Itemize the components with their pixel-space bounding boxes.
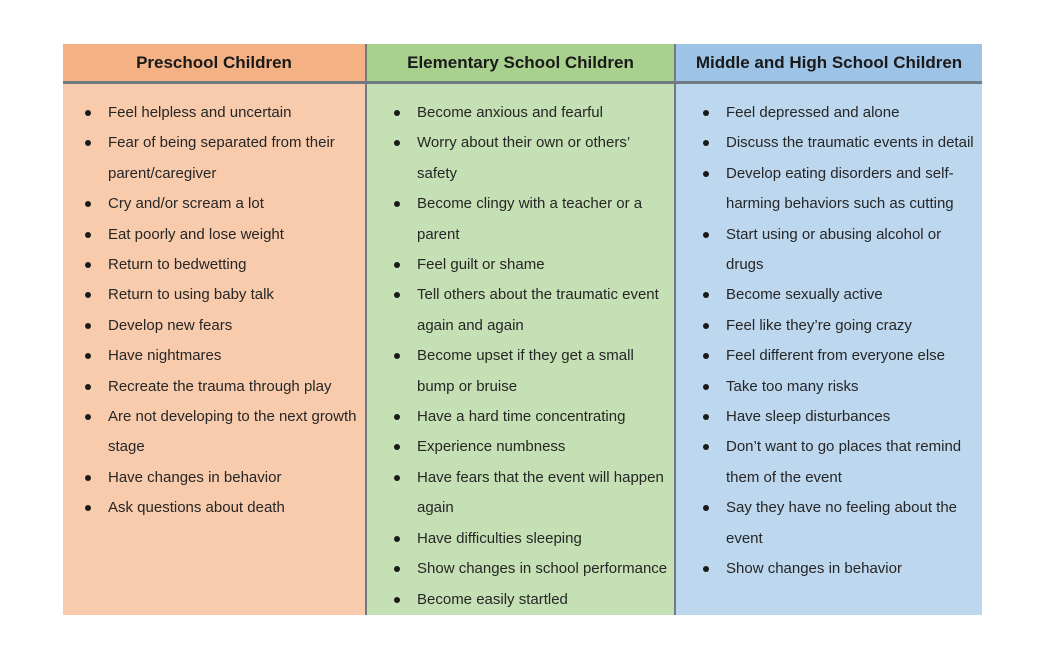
list-item: Discuss the traumatic events in detail bbox=[676, 128, 978, 158]
list-item: Become clingy with a teacher or a parent bbox=[367, 189, 670, 250]
list-item: Become anxious and fearful bbox=[367, 98, 670, 128]
list-item: Have difficulties sleeping bbox=[367, 524, 670, 554]
list-item: Return to using baby talk bbox=[63, 280, 361, 310]
list-item: Become sexually active bbox=[676, 280, 978, 310]
list-item: Show changes in behavior bbox=[676, 554, 978, 584]
list-item: Ask questions about death bbox=[63, 493, 361, 523]
list-item: Feel helpless and uncertain bbox=[63, 98, 361, 128]
list-item: Feel guilt or shame bbox=[367, 250, 670, 280]
list-item: Become easily startled bbox=[367, 585, 670, 615]
list-item: Develop eating disorders and self-harming behaviors such as cutting bbox=[676, 159, 978, 220]
list-item: Feel different from everyone else bbox=[676, 341, 978, 371]
middle-high-heading: Middle and High School Children bbox=[676, 44, 982, 84]
list-item: Have nightmares bbox=[63, 341, 361, 371]
list-item: Start using or abusing alcohol or drugs bbox=[676, 220, 978, 281]
list-item: Return to bedwetting bbox=[63, 250, 361, 280]
list-item: Tell others about the traumatic event again and again bbox=[367, 280, 670, 341]
elementary-column bbox=[365, 44, 674, 615]
list-item: Have a hard time concentrating bbox=[367, 402, 670, 432]
elementary-heading: Elementary School Children bbox=[367, 44, 674, 84]
list-item: Recreate the trauma through play bbox=[63, 372, 361, 402]
list-item: Feel like they’re going crazy bbox=[676, 311, 978, 341]
elementary-list bbox=[367, 84, 674, 615]
list-item: Are not developing to the next growth stage bbox=[63, 402, 361, 463]
list-item: Cry and/or scream a lot bbox=[63, 189, 361, 219]
list-item: Have changes in behavior bbox=[63, 463, 361, 493]
age-group-reactions-table bbox=[63, 44, 982, 615]
middle-high-list bbox=[676, 84, 982, 585]
preschool-heading: Preschool Children bbox=[63, 44, 365, 84]
list-item: Take too many risks bbox=[676, 372, 978, 402]
middle-high-column bbox=[674, 44, 982, 615]
list-item: Experience numbness bbox=[367, 432, 670, 462]
list-item: Worry about their own or others’ safety bbox=[367, 128, 670, 189]
list-item: Develop new fears bbox=[63, 311, 361, 341]
list-item: Eat poorly and lose weight bbox=[63, 220, 361, 250]
list-item: Feel depressed and alone bbox=[676, 98, 978, 128]
list-item: Fear of being separated from their parent/caregiver bbox=[63, 128, 361, 189]
preschool-column bbox=[63, 44, 365, 615]
list-item: Don’t want to go places that remind them of the event bbox=[676, 432, 978, 493]
list-item: Say they have no feeling about the event bbox=[676, 493, 978, 554]
list-item: Become upset if they get a small bump or bruise bbox=[367, 341, 670, 402]
list-item: Have sleep disturbances bbox=[676, 402, 978, 432]
list-item: Have fears that the event will happen again bbox=[367, 463, 670, 524]
preschool-list bbox=[63, 84, 365, 524]
list-item: Show changes in school performance bbox=[367, 554, 670, 584]
